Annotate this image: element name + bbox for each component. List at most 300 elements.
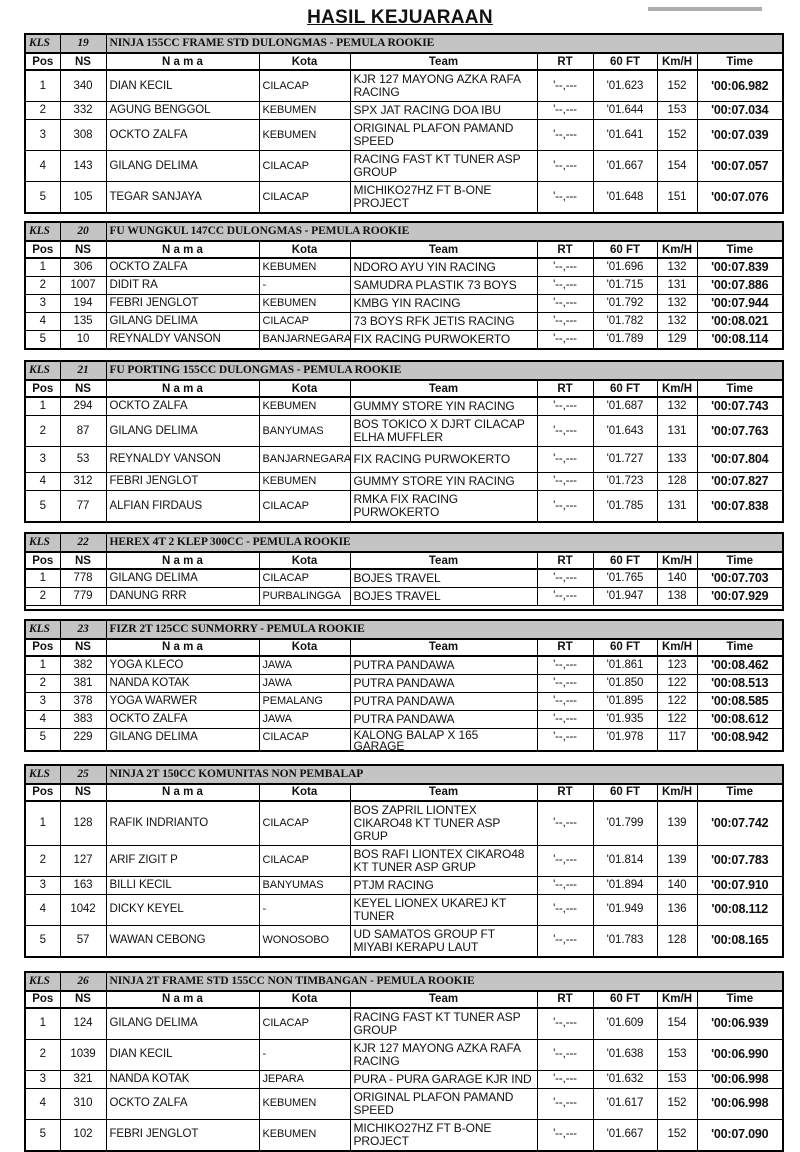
kmh-cell: 131 (657, 416, 697, 447)
kls-label: KLS (25, 620, 60, 639)
team-cell: PUTRA PANDAWA (350, 710, 537, 728)
class-banner-row (25, 222, 783, 241)
class-banner-row (25, 361, 783, 380)
pos-cell: 1 (25, 1008, 60, 1040)
60ft-cell: '01.643 (593, 416, 657, 447)
time-cell: '00:07.944 (697, 295, 783, 313)
kota-cell: KEBUMEN (259, 397, 350, 416)
spacer-cell (25, 606, 783, 610)
nama-cell: DIAN KECIL (106, 1039, 259, 1070)
ns-cell: 340 (60, 70, 106, 102)
time-cell: '00:07.929 (697, 588, 783, 606)
col-header-kota: Kota (259, 784, 350, 801)
kmh-cell: 151 (657, 182, 697, 214)
kota-cell: JAWA (259, 674, 350, 692)
kmh-cell: 152 (657, 70, 697, 102)
rt-cell: '--,--- (537, 894, 593, 925)
col-header-ns: NS (60, 241, 106, 258)
kls-number: 23 (60, 620, 106, 639)
kota-cell: CILACAP (259, 728, 350, 751)
pos-cell: 1 (25, 397, 60, 416)
pos-cell: 3 (25, 876, 60, 894)
kmh-cell: 128 (657, 473, 697, 491)
col-header-nama: N a m a (106, 380, 259, 397)
col-header-kota: Kota (259, 552, 350, 569)
column-header-row (25, 552, 783, 569)
col-header-team: Team (350, 53, 537, 70)
column-header-row (25, 241, 783, 258)
table-row (25, 692, 783, 710)
kmh-cell: 154 (657, 151, 697, 182)
table-row (25, 447, 783, 473)
results-table-kls-22 (24, 532, 784, 611)
60ft-cell: '01.715 (593, 277, 657, 295)
team-cell: FIX RACING PURWOKERTO (350, 331, 537, 350)
time-cell: '00:08.612 (697, 710, 783, 728)
kls-number: 25 (60, 765, 106, 784)
class-title: FIZR 2T 125CC SUNMORRY - PEMULA ROOKIE (106, 620, 783, 639)
team-cell: RMKA FIX RACING PURWOKERTO (350, 491, 537, 523)
results-table-kls-20 (24, 221, 784, 350)
table-row (25, 1070, 783, 1088)
pos-cell: 4 (25, 313, 60, 331)
col-header-ft60: 60 FT (593, 380, 657, 397)
kota-cell: CILACAP (259, 569, 350, 588)
ns-cell: 102 (60, 1119, 106, 1151)
table-row (25, 710, 783, 728)
table-row (25, 70, 783, 102)
time-cell: '00:08.585 (697, 692, 783, 710)
ns-cell: 310 (60, 1088, 106, 1119)
col-header-time: Time (697, 53, 783, 70)
kota-cell: CILACAP (259, 801, 350, 846)
time-cell: '00:07.090 (697, 1119, 783, 1151)
pos-cell: 2 (25, 1039, 60, 1070)
ns-cell: 332 (60, 102, 106, 120)
team-cell: SAMUDRA PLASTIK 73 BOYS (350, 277, 537, 295)
table-row (25, 120, 783, 151)
col-header-kota: Kota (259, 639, 350, 656)
kota-cell: BANYUMAS (259, 416, 350, 447)
col-header-pos: Pos (25, 241, 60, 258)
ns-cell: 1007 (60, 277, 106, 295)
ns-cell: 10 (60, 331, 106, 350)
kmh-cell: 139 (657, 801, 697, 846)
results-table-kls-19 (24, 33, 784, 214)
col-header-pos: Pos (25, 991, 60, 1008)
time-cell: '00:07.039 (697, 120, 783, 151)
ns-cell: 383 (60, 710, 106, 728)
rt-cell: '--,--- (537, 397, 593, 416)
nama-cell: DICKY KEYEL (106, 894, 259, 925)
60ft-cell: '01.617 (593, 1088, 657, 1119)
nama-cell: ALFIAN FIRDAUS (106, 491, 259, 523)
kmh-cell: 154 (657, 1008, 697, 1040)
col-header-ns: NS (60, 991, 106, 1008)
team-cell: BOJES TRAVEL (350, 588, 537, 606)
team-cell: PUTRA PANDAWA (350, 656, 537, 675)
kota-cell: CILACAP (259, 845, 350, 876)
nama-cell: DIDIT RA (106, 277, 259, 295)
ns-cell: 294 (60, 397, 106, 416)
team-cell: GUMMY STORE YIN RACING (350, 473, 537, 491)
rt-cell: '--,--- (537, 656, 593, 675)
60ft-cell: '01.667 (593, 151, 657, 182)
col-header-kota: Kota (259, 991, 350, 1008)
ns-cell: 194 (60, 295, 106, 313)
column-header-row (25, 784, 783, 801)
class-title: FU PORTING 155CC DULONGMAS - PEMULA ROOKIE (106, 361, 783, 380)
kota-cell: KEBUMEN (259, 1088, 350, 1119)
table-row (25, 1039, 783, 1070)
60ft-cell: '01.782 (593, 313, 657, 331)
60ft-cell: '01.632 (593, 1070, 657, 1088)
kota-cell: KEBUMEN (259, 258, 350, 277)
col-header-nama: N a m a (106, 639, 259, 656)
time-cell: '00:06.990 (697, 1039, 783, 1070)
nama-cell: GILANG DELIMA (106, 569, 259, 588)
60ft-cell: '01.609 (593, 1008, 657, 1040)
60ft-cell: '01.638 (593, 1039, 657, 1070)
rt-cell: '--,--- (537, 331, 593, 350)
pos-cell: 3 (25, 120, 60, 151)
team-cell: ORIGINAL PLAFON PAMAND SPEED (350, 1088, 537, 1119)
rt-cell: '--,--- (537, 258, 593, 277)
team-cell: KEYEL LIONEX UKAREJ KT TUNER (350, 894, 537, 925)
col-header-time: Time (697, 380, 783, 397)
col-header-nama: N a m a (106, 784, 259, 801)
table-row (25, 1008, 783, 1040)
time-cell: '00:07.057 (697, 151, 783, 182)
kmh-cell: 132 (657, 313, 697, 331)
col-header-time: Time (697, 552, 783, 569)
nama-cell: GILANG DELIMA (106, 151, 259, 182)
col-header-kmh: Km/H (657, 784, 697, 801)
table-row (25, 416, 783, 447)
60ft-cell: '01.783 (593, 925, 657, 957)
time-cell: '00:07.839 (697, 258, 783, 277)
kmh-cell: 152 (657, 1119, 697, 1151)
page-title: HASIL KEJUARAAN (307, 7, 493, 28)
table-row (25, 674, 783, 692)
team-cell: ORIGINAL PLAFON PAMAND SPEED (350, 120, 537, 151)
col-header-ns: NS (60, 380, 106, 397)
60ft-cell: '01.850 (593, 674, 657, 692)
col-header-pos: Pos (25, 784, 60, 801)
nama-cell: WAWAN CEBONG (106, 925, 259, 957)
nama-cell: YOGA WARWER (106, 692, 259, 710)
ns-cell: 1039 (60, 1039, 106, 1070)
col-header-team: Team (350, 380, 537, 397)
60ft-cell: '01.792 (593, 295, 657, 313)
team-cell: 73 BOYS RFK JETIS RACING (350, 313, 537, 331)
team-cell: KJR 127 MAYONG AZKA RAFA RACING (350, 1039, 537, 1070)
col-header-time: Time (697, 241, 783, 258)
rt-cell: '--,--- (537, 70, 593, 102)
ns-cell: 778 (60, 569, 106, 588)
time-cell: '00:07.804 (697, 447, 783, 473)
col-header-rt: RT (537, 380, 593, 397)
results-table-kls-25 (24, 764, 784, 958)
table-row (25, 876, 783, 894)
rt-cell: '--,--- (537, 416, 593, 447)
rt-cell: '--,--- (537, 588, 593, 606)
team-cell: MICHIKO27HZ FT B-ONE PROJECT (350, 182, 537, 214)
col-header-rt: RT (537, 639, 593, 656)
kmh-cell: 153 (657, 1039, 697, 1070)
nama-cell: NANDA KOTAK (106, 1070, 259, 1088)
col-header-kmh: Km/H (657, 552, 697, 569)
kota-cell: BANYUMAS (259, 876, 350, 894)
class-title: NINJA 2T 150CC KOMUNITAS NON PEMBALAP (106, 765, 783, 784)
kmh-cell: 136 (657, 894, 697, 925)
nama-cell: AGUNG BENGGOL (106, 102, 259, 120)
pos-cell: 2 (25, 416, 60, 447)
col-header-nama: N a m a (106, 53, 259, 70)
col-header-kota: Kota (259, 241, 350, 258)
pos-cell: 2 (25, 845, 60, 876)
col-header-ft60: 60 FT (593, 552, 657, 569)
time-cell: '00:07.783 (697, 845, 783, 876)
kmh-cell: 128 (657, 925, 697, 957)
kls-number: 26 (60, 972, 106, 991)
kota-cell: KEBUMEN (259, 120, 350, 151)
table-row (25, 258, 783, 277)
kls-label: KLS (25, 765, 60, 784)
table-row (25, 102, 783, 120)
kls-number: 19 (60, 34, 106, 53)
nama-cell: ARIF ZIGIT P (106, 845, 259, 876)
kmh-cell: 122 (657, 692, 697, 710)
col-header-kmh: Km/H (657, 380, 697, 397)
nama-cell: OCKTO ZALFA (106, 1088, 259, 1119)
col-header-rt: RT (537, 552, 593, 569)
col-header-ns: NS (60, 639, 106, 656)
time-cell: '00:07.703 (697, 569, 783, 588)
60ft-cell: '01.789 (593, 331, 657, 350)
rt-cell: '--,--- (537, 1039, 593, 1070)
60ft-cell: '01.978 (593, 728, 657, 751)
ns-cell: 77 (60, 491, 106, 523)
pos-cell: 5 (25, 925, 60, 957)
ns-cell: 87 (60, 416, 106, 447)
table-row (25, 894, 783, 925)
pos-cell: 1 (25, 801, 60, 846)
60ft-cell: '01.765 (593, 569, 657, 588)
col-header-team: Team (350, 241, 537, 258)
kmh-cell: 131 (657, 491, 697, 523)
kota-cell: BANJARNEGARA (259, 331, 350, 350)
kota-cell: CILACAP (259, 1008, 350, 1040)
team-cell: GUMMY STORE YIN RACING (350, 397, 537, 416)
nama-cell: GILANG DELIMA (106, 313, 259, 331)
team-cell: NDORO AYU YIN RACING (350, 258, 537, 277)
60ft-cell: '01.861 (593, 656, 657, 675)
time-cell: '00:07.034 (697, 102, 783, 120)
col-header-team: Team (350, 784, 537, 801)
pos-cell: 5 (25, 1119, 60, 1151)
team-cell-clipped-text: KALONG BALAP X 165 GARAGE (353, 727, 479, 753)
ns-cell: 124 (60, 1008, 106, 1040)
kota-cell: CILACAP (259, 313, 350, 331)
table-row (25, 151, 783, 182)
60ft-cell: '01.696 (593, 258, 657, 277)
team-cell: BOS RAFI LIONTEX CIKARO48 KT TUNER ASP GRUP (350, 845, 537, 876)
team-cell: KJR 127 MAYONG AZKA RAFA RACING (350, 70, 537, 102)
ns-cell: 779 (60, 588, 106, 606)
nama-cell: YOGA KLECO (106, 656, 259, 675)
kls-number: 22 (60, 533, 106, 552)
class-title: HEREX 4T 2 KLEP 300CC - PEMULA ROOKIE (106, 533, 783, 552)
class-title: NINJA 155CC FRAME STD DULONGMAS - PEMULA ROOKIE (106, 34, 783, 53)
60ft-cell: '01.641 (593, 120, 657, 151)
table-row (25, 277, 783, 295)
kmh-cell: 152 (657, 1088, 697, 1119)
col-header-kmh: Km/H (657, 991, 697, 1008)
time-cell: '00:08.112 (697, 894, 783, 925)
kota-cell: - (259, 1039, 350, 1070)
rt-cell: '--,--- (537, 728, 593, 751)
results-tables-container (0, 33, 800, 1152)
col-header-ft60: 60 FT (593, 639, 657, 656)
nama-cell: DANUNG RRR (106, 588, 259, 606)
kmh-cell: 122 (657, 710, 697, 728)
pos-cell: 5 (25, 182, 60, 214)
col-header-ns: NS (60, 784, 106, 801)
nama-cell: OCKTO ZALFA (106, 258, 259, 277)
kota-cell: PURBALINGGA (259, 588, 350, 606)
kota-cell: WONOSOBO (259, 925, 350, 957)
class-banner-row (25, 34, 783, 53)
ns-cell: 306 (60, 258, 106, 277)
rt-cell: '--,--- (537, 313, 593, 331)
time-cell: '00:07.076 (697, 182, 783, 214)
ns-cell: 163 (60, 876, 106, 894)
col-header-rt: RT (537, 991, 593, 1008)
table-row (25, 1119, 783, 1151)
kota-cell: CILACAP (259, 182, 350, 214)
kota-cell: BANJARNEGARA (259, 447, 350, 473)
column-header-row (25, 991, 783, 1008)
table-row (25, 473, 783, 491)
kota-cell: KEBUMEN (259, 1119, 350, 1151)
col-header-team: Team (350, 991, 537, 1008)
column-header-row (25, 380, 783, 397)
kota-cell: PEMALANG (259, 692, 350, 710)
nama-cell: GILANG DELIMA (106, 416, 259, 447)
rt-cell: '--,--- (537, 1070, 593, 1088)
col-header-ft60: 60 FT (593, 991, 657, 1008)
pos-cell: 3 (25, 447, 60, 473)
kls-number: 20 (60, 222, 106, 241)
time-cell: '00:08.462 (697, 656, 783, 675)
nama-cell: GILANG DELIMA (106, 1008, 259, 1040)
kmh-cell: 117 (657, 728, 697, 751)
kota-cell: CILACAP (259, 70, 350, 102)
60ft-cell: '01.623 (593, 70, 657, 102)
rt-cell: '--,--- (537, 1088, 593, 1119)
time-cell: '00:07.742 (697, 801, 783, 846)
kls-number: 21 (60, 361, 106, 380)
col-header-pos: Pos (25, 53, 60, 70)
ns-cell: 105 (60, 182, 106, 214)
nama-cell: BILLI KECIL (106, 876, 259, 894)
60ft-cell: '01.667 (593, 1119, 657, 1151)
rt-cell: '--,--- (537, 1119, 593, 1151)
kmh-cell: 140 (657, 876, 697, 894)
team-cell: BOS TOKICO X DJRT CILACAP ELHA MUFFLER (350, 416, 537, 447)
column-header-row (25, 639, 783, 656)
class-banner-row (25, 765, 783, 784)
kmh-cell: 132 (657, 397, 697, 416)
kmh-cell: 153 (657, 102, 697, 120)
team-cell: PTJM RACING (350, 876, 537, 894)
pos-cell: 4 (25, 1088, 60, 1119)
pos-cell: 3 (25, 692, 60, 710)
pos-cell: 5 (25, 331, 60, 350)
nama-cell: FEBRI JENGLOT (106, 1119, 259, 1151)
ns-cell: 57 (60, 925, 106, 957)
nama-cell: RAFIK INDRIANTO (106, 801, 259, 846)
time-cell: '00:08.942 (697, 728, 783, 751)
team-cell: UD SAMATOS GROUP FT MIYABI KERAPU LAUT (350, 925, 537, 957)
kota-cell: CILACAP (259, 151, 350, 182)
kota-cell: JAWA (259, 710, 350, 728)
ns-cell: 53 (60, 447, 106, 473)
time-cell: '00:07.763 (697, 416, 783, 447)
rt-cell: '--,--- (537, 277, 593, 295)
kls-label: KLS (25, 34, 60, 53)
col-header-ns: NS (60, 552, 106, 569)
rt-cell: '--,--- (537, 674, 593, 692)
ns-cell: 308 (60, 120, 106, 151)
time-cell: '00:06.939 (697, 1008, 783, 1040)
col-header-nama: N a m a (106, 991, 259, 1008)
col-header-nama: N a m a (106, 552, 259, 569)
spacer-row (25, 606, 783, 610)
col-header-pos: Pos (25, 552, 60, 569)
pos-cell: 1 (25, 70, 60, 102)
nama-cell: NANDA KOTAK (106, 674, 259, 692)
pos-cell: 3 (25, 295, 60, 313)
kmh-cell: 140 (657, 569, 697, 588)
nama-cell: TEGAR SANJAYA (106, 182, 259, 214)
60ft-cell: '01.895 (593, 692, 657, 710)
time-cell: '00:07.743 (697, 397, 783, 416)
scan-artifact (648, 7, 762, 11)
col-header-ft60: 60 FT (593, 53, 657, 70)
kmh-cell: 132 (657, 295, 697, 313)
team-cell: BOS ZAPRIL LIONTEX CIKARO48 KT TUNER ASP GRUP (350, 801, 537, 846)
rt-cell: '--,--- (537, 295, 593, 313)
ns-cell: 143 (60, 151, 106, 182)
time-cell: '00:08.513 (697, 674, 783, 692)
team-cell: BOJES TRAVEL (350, 569, 537, 588)
kota-cell: KEBUMEN (259, 102, 350, 120)
60ft-cell: '01.894 (593, 876, 657, 894)
table-row (25, 925, 783, 957)
rt-cell: '--,--- (537, 1008, 593, 1040)
rt-cell: '--,--- (537, 182, 593, 214)
kmh-cell: 152 (657, 120, 697, 151)
col-header-rt: RT (537, 784, 593, 801)
rt-cell: '--,--- (537, 473, 593, 491)
pos-cell: 4 (25, 473, 60, 491)
table-row (25, 569, 783, 588)
col-header-ft60: 60 FT (593, 784, 657, 801)
team-cell: FIX RACING PURWOKERTO (350, 447, 537, 473)
60ft-cell: '01.723 (593, 473, 657, 491)
